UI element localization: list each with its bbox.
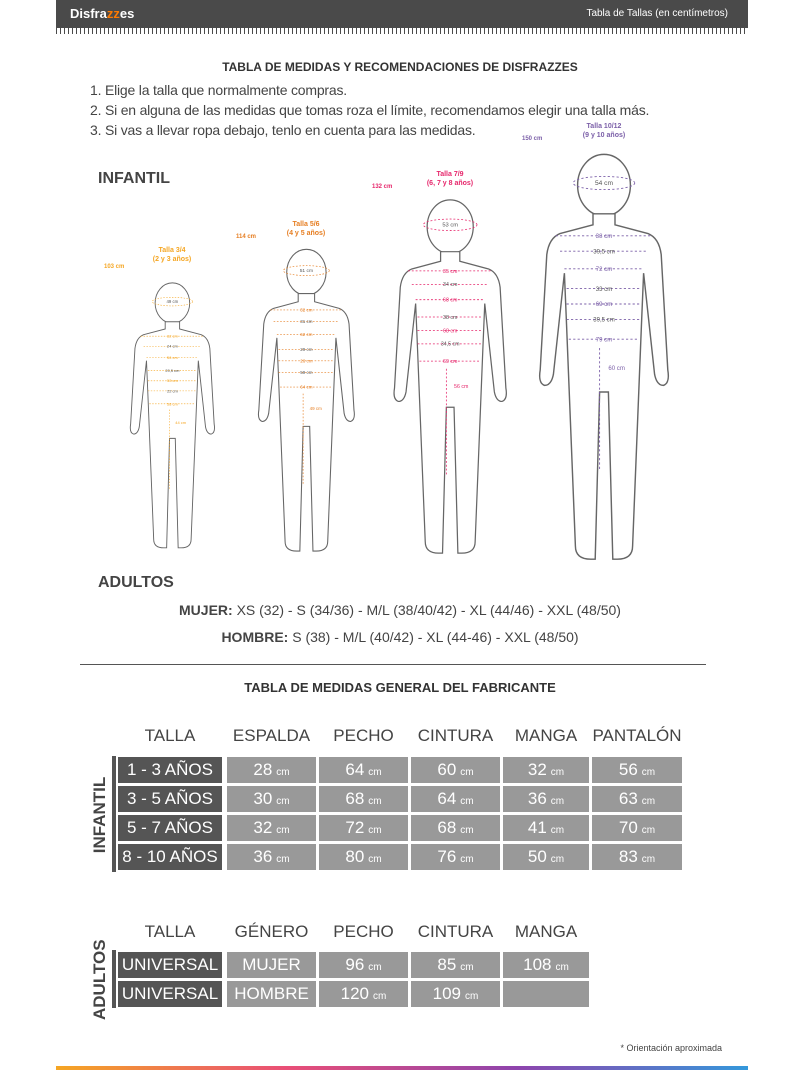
- svg-text:29 cm: 29 cm: [299, 346, 313, 352]
- svg-text:34,5 cm: 34,5 cm: [440, 341, 460, 348]
- infantil-value-cell: 32 cm: [503, 757, 589, 783]
- adultos-value-cell: 109 cm: [411, 981, 500, 1007]
- hombre-sizes-line: [0, 629, 800, 645]
- figure-size-label: [132, 246, 212, 264]
- infantil-value-cell: 56 cm: [592, 757, 682, 783]
- ages-text: (2 y 3 años): [152, 256, 192, 263]
- svg-text:51 cm: 51 cm: [299, 269, 313, 275]
- svg-text:56 cm: 56 cm: [166, 355, 178, 361]
- bottom-gradient-bar: [56, 1066, 748, 1070]
- infantil-value-cell: 41 cm: [503, 815, 589, 841]
- infantil-value-cell: 76 cm: [411, 844, 500, 870]
- talla-text: Talla 7/9: [436, 171, 464, 178]
- svg-text:68 cm: 68 cm: [442, 328, 458, 335]
- adultos-talla-cell: UNIVERSAL: [118, 952, 222, 978]
- svg-text:58 cm: 58 cm: [166, 401, 178, 407]
- child-figure: [122, 280, 223, 554]
- svg-text:49 cm: 49 cm: [309, 405, 322, 411]
- svg-text:44 cm: 44 cm: [174, 419, 186, 425]
- adultos-col-header: CINTURA: [417, 922, 494, 941]
- adultos-col-header: GÉNERO: [234, 922, 309, 941]
- infantil-value-cell: 32 cm: [227, 815, 316, 841]
- logo: Disfrazzes: [70, 6, 135, 21]
- svg-text:68 cm: 68 cm: [442, 297, 458, 304]
- infantil-value-cell: 64 cm: [319, 757, 408, 783]
- svg-text:56 cm: 56 cm: [453, 383, 469, 390]
- svg-text:20,5 cm: 20,5 cm: [164, 368, 179, 374]
- talla-text: Talla 10/12: [586, 123, 622, 130]
- ages-text: (9 y 10 años): [582, 132, 626, 139]
- adultos-genero-cell: MUJER: [227, 952, 316, 978]
- figure-height-label: 103 cm: [104, 264, 125, 270]
- adultos-talla-cell: UNIVERSAL: [118, 981, 222, 1007]
- footnote: * Orientación aproximada: [620, 1043, 722, 1053]
- svg-text:22 cm: 22 cm: [166, 388, 178, 394]
- adultos-col-header: PECHO: [333, 922, 394, 941]
- figure-size-label: [266, 220, 346, 238]
- svg-text:32 cm: 32 cm: [166, 333, 178, 339]
- infantil-value-cell: 68 cm: [319, 786, 408, 812]
- infantil-col-header: CINTURA: [417, 726, 494, 745]
- svg-text:26 cm: 26 cm: [299, 358, 313, 364]
- svg-text:49 cm: 49 cm: [166, 299, 178, 305]
- adultos-side-label: ADULTOS: [90, 939, 109, 1020]
- mujer-sizes: XS (32) - S (34/36) - M/L (38/40/42) - XL (44/46) - XXL (48/50): [236, 602, 621, 618]
- adultos-side-bar: [112, 950, 116, 1008]
- figure-height-label: 150 cm: [522, 136, 543, 142]
- adultos-value-cell: 108 cm: [503, 952, 589, 978]
- mujer-sizes-line: [0, 602, 800, 618]
- svg-text:53 cm: 53 cm: [442, 222, 458, 229]
- infantil-value-cell: 36 cm: [227, 844, 316, 870]
- figure-height-label: 132 cm: [372, 184, 393, 190]
- child-figure: [527, 150, 681, 568]
- infantil-col-header: MANGA: [514, 726, 578, 745]
- infantil-talla-cell: 3 - 5 AÑOS: [118, 786, 222, 812]
- adultos-value-cell: 96 cm: [319, 952, 408, 978]
- infantil-talla-cell: 8 - 10 AÑOS: [118, 844, 222, 870]
- adultos-value-cell: 120 cm: [319, 981, 408, 1007]
- svg-text:39,5 cm: 39,5 cm: [593, 249, 615, 256]
- adultos-value-cell: [503, 981, 589, 1007]
- ages-text: (6, 7 y 8 años): [426, 180, 474, 187]
- infantil-side-bar: [112, 756, 116, 872]
- svg-text:72 cm: 72 cm: [595, 267, 613, 273]
- infantil-heading: INFANTIL: [98, 170, 170, 187]
- infantil-col-header: ESPALDA: [232, 726, 311, 745]
- svg-text:79 cm: 79 cm: [595, 337, 613, 344]
- child-figure: [383, 196, 517, 561]
- svg-text:38 cm: 38 cm: [595, 234, 613, 240]
- hombre-label: HOMBRE:: [221, 629, 289, 645]
- svg-text:39,5 cm: 39,5 cm: [593, 317, 615, 324]
- svg-text:38 cm: 38 cm: [442, 314, 458, 321]
- infantil-value-cell: 80 cm: [319, 844, 408, 870]
- adultos-value-cell: 85 cm: [411, 952, 500, 978]
- svg-text:69 cm: 69 cm: [442, 359, 458, 366]
- svg-text:31 cm: 31 cm: [299, 319, 313, 325]
- ruler-decoration: [56, 28, 748, 34]
- header-bar: [56, 0, 748, 28]
- mujer-label: MUJER:: [179, 602, 233, 618]
- svg-text:53 cm: 53 cm: [166, 378, 178, 384]
- header-subtitle: Tabla de Tallas (en centímetros): [586, 8, 728, 19]
- infantil-value-cell: 36 cm: [503, 786, 589, 812]
- adultos-heading: ADULTOS: [98, 574, 174, 591]
- svg-text:54 cm: 54 cm: [595, 180, 613, 188]
- infantil-value-cell: 50 cm: [503, 844, 589, 870]
- svg-text:60 cm: 60 cm: [608, 366, 625, 372]
- infantil-value-cell: 60 cm: [411, 757, 500, 783]
- infantil-value-cell: 70 cm: [592, 815, 682, 841]
- figure-size-label: [410, 170, 490, 188]
- instruction-1: 1. Elige la talla que normalmente compras.: [90, 82, 347, 98]
- infantil-value-cell: 83 cm: [592, 844, 682, 870]
- talla-text: Talla 3/4: [158, 247, 186, 254]
- infantil-col-header: PECHO: [333, 726, 394, 745]
- adultos-genero-cell: HOMBRE: [227, 981, 316, 1007]
- child-figure: [249, 246, 364, 558]
- infantil-col-header: PANTALÓN: [592, 726, 682, 745]
- figure-size-label: [564, 122, 644, 140]
- infantil-value-cell: 28 cm: [227, 757, 316, 783]
- svg-text:33 cm: 33 cm: [595, 286, 613, 293]
- svg-text:24 cm: 24 cm: [166, 343, 178, 349]
- instruction-2: 2. Si en alguna de las medidas que tomas roza el límite, recomendamos elegir una talla más.: [90, 102, 650, 118]
- svg-text:35 cm: 35 cm: [442, 268, 458, 275]
- infantil-col-header: TALLA: [144, 726, 196, 745]
- infantil-talla-cell: 1 - 3 AÑOS: [118, 757, 222, 783]
- instruction-3: 3. Si vas a llevar ropa debajo, tenlo en cuenta para las medidas.: [90, 122, 476, 138]
- adultos-col-header: MANGA: [514, 922, 578, 941]
- svg-text:34 cm: 34 cm: [442, 282, 458, 289]
- hombre-sizes: S (38) - M/L (40/42) - XL (44-46) - XXL (48/50): [292, 629, 579, 645]
- infantil-value-cell: 63 cm: [592, 786, 682, 812]
- svg-text:69 cm: 69 cm: [595, 302, 613, 309]
- ages-text: (4 y 5 años): [286, 230, 326, 237]
- infantil-talla-cell: 5 - 7 AÑOS: [118, 815, 222, 841]
- svg-text:62 cm: 62 cm: [299, 332, 313, 338]
- infantil-side-label: INFANTIL: [90, 776, 109, 854]
- general-table-title: TABLA DE MEDIDAS GENERAL DEL FABRICANTE: [244, 680, 556, 695]
- figure-height-label: 114 cm: [236, 234, 257, 240]
- page-title: TABLA DE MEDIDAS Y RECOMENDACIONES DE DISFRAZZES: [222, 60, 578, 74]
- svg-text:32 cm: 32 cm: [299, 307, 313, 313]
- infantil-value-cell: 30 cm: [227, 786, 316, 812]
- infantil-value-cell: 68 cm: [411, 815, 500, 841]
- svg-text:64 cm: 64 cm: [299, 384, 313, 390]
- talla-text: Talla 5/6: [292, 221, 320, 228]
- infantil-value-cell: 72 cm: [319, 815, 408, 841]
- divider: [80, 664, 706, 665]
- infantil-value-cell: 64 cm: [411, 786, 500, 812]
- svg-text:59 cm: 59 cm: [299, 369, 313, 375]
- adultos-col-header: TALLA: [144, 922, 196, 941]
